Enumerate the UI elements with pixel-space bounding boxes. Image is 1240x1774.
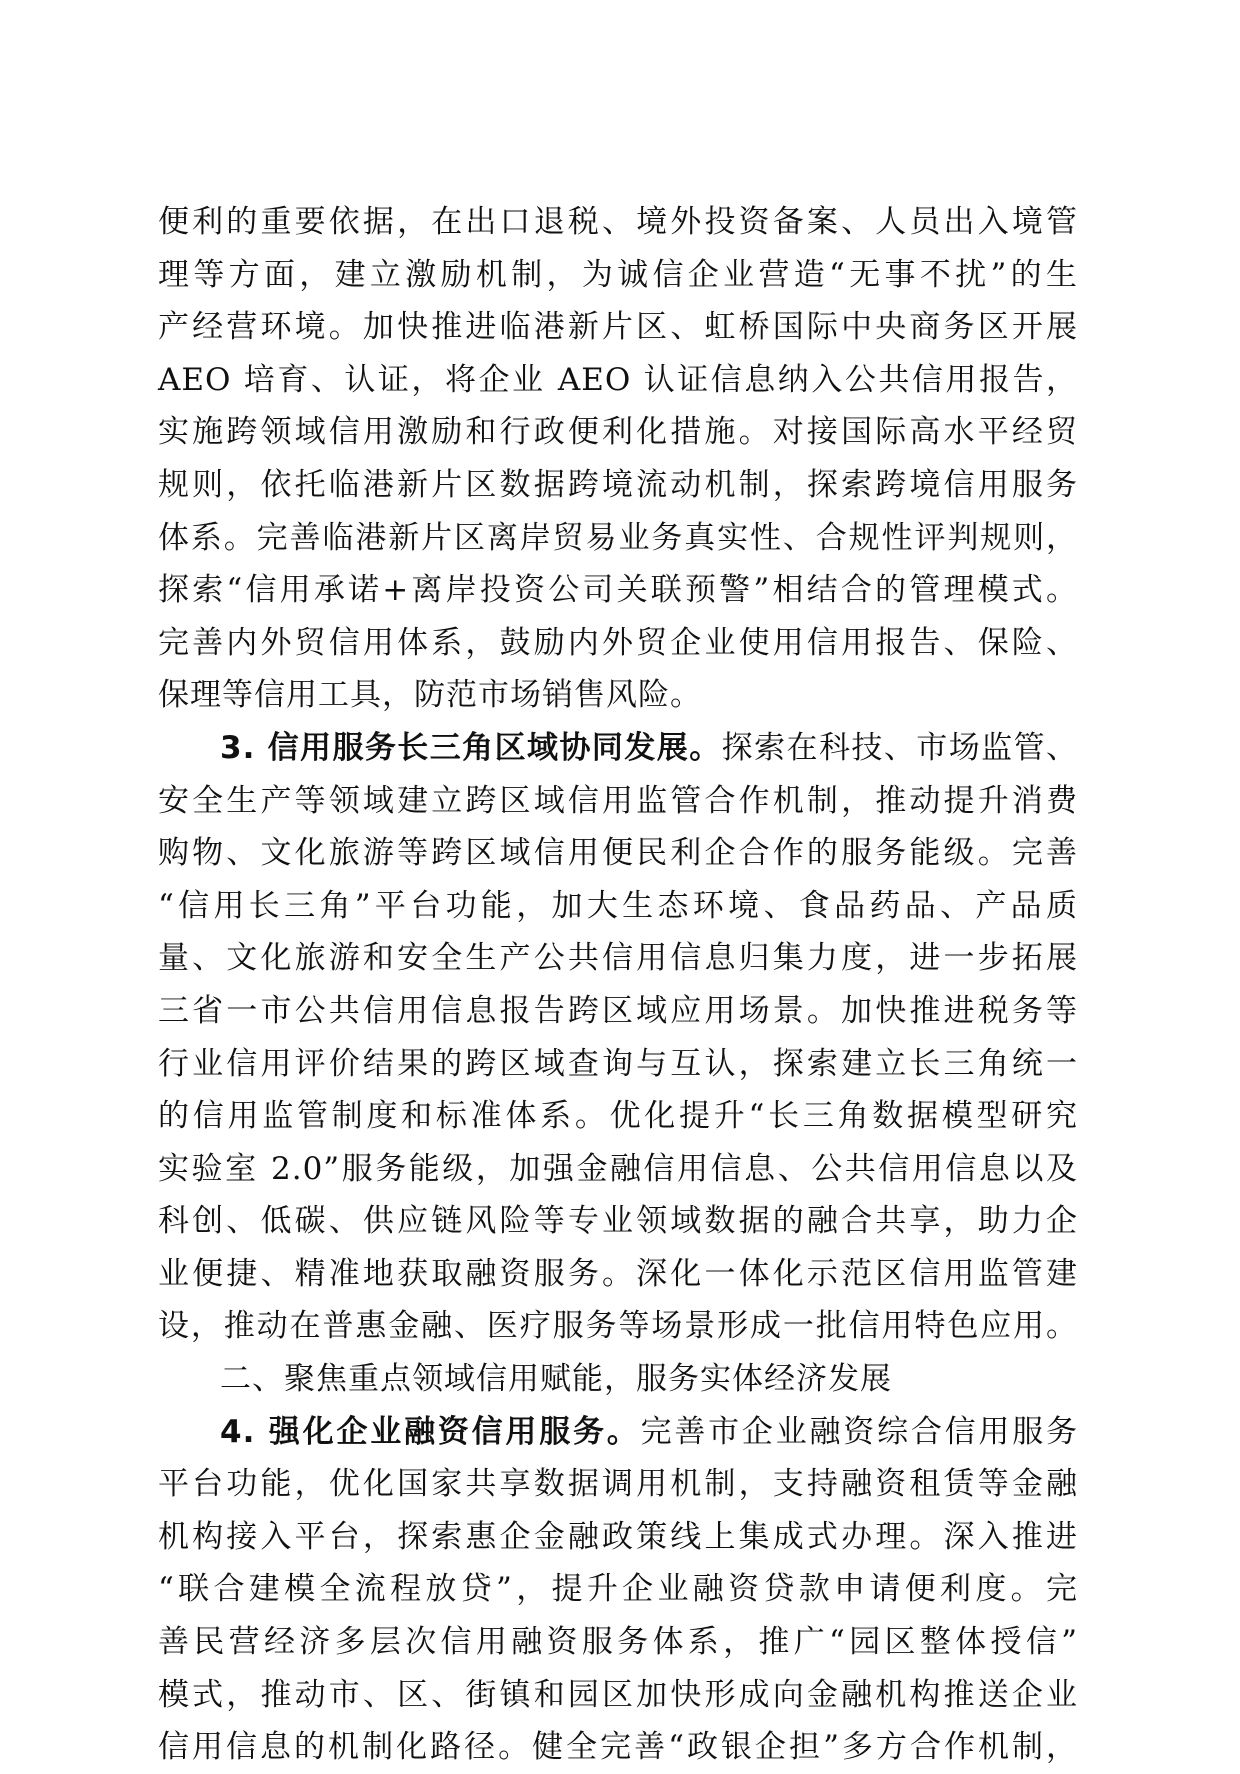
text-line: 产经营环境。加快推进临港新片区、虹桥国际中央商务区开展 <box>158 309 1078 346</box>
item-3-title: 3. 信用服务长三角区域协同发展。 <box>220 729 722 766</box>
body-text <box>158 196 1078 1774</box>
text-line: 设，推动在普惠金融、医疗服务等场景形成一批信用特色应用。 <box>158 1308 1078 1345</box>
text-line: 完善内外贸信用体系，鼓励内外贸企业使用信用报告、保险、 <box>158 624 1078 661</box>
text-line: 平台功能，优化国家共享数据调用机制，支持融资租赁等金融 <box>158 1466 1078 1503</box>
text-line: 机构接入平台，探索惠企金融政策线上集成式办理。深入推进 <box>158 1518 1078 1555</box>
item-3-first-line <box>158 722 1078 775</box>
text-line: 量、文化旅游和安全生产公共信用信息归集力度，进一步拓展 <box>158 940 1078 977</box>
item-4-text: 完善市企业融资综合信用服务 <box>640 1413 1079 1450</box>
text-line: 体系。完善临港新片区离岸贸易业务真实性、合规性评判规则， <box>158 519 1078 556</box>
text-line: 保理等信用工具，防范市场销售风险。 <box>158 677 702 714</box>
text-line: 实验室 2.0”服务能级，加强金融信用信息、公共信用信息以及 <box>158 1150 1078 1187</box>
item-4-title: 4. 强化企业融资信用服务。 <box>220 1413 641 1450</box>
text-line: 便利的重要依据，在出口退税、境外投资备案、人员出入境管 <box>158 204 1078 240</box>
section-heading: 二、聚焦重点领域信用赋能，服务实体经济发展 <box>220 1361 892 1398</box>
text-line: 信用信息的机制化路径。健全完善“政银企担”多方合作机制， <box>158 1729 1078 1766</box>
text-line: 理等方面，建立激励机制，为诚信企业营造“无事不扰”的生 <box>158 256 1078 293</box>
text-line: 实施跨领域信用激励和行政便利化措施。对接国际高水平经贸 <box>158 414 1078 451</box>
text-line: 探索“信用承诺+离岸投资公司关联预警”相结合的管理模式。 <box>158 572 1078 609</box>
text-line: 规则，依托临港新片区数据跨境流动机制，探索跨境信用服务 <box>158 466 1078 503</box>
text-line: 模式，推动市、区、街镇和园区加快形成向金融机构推送企业 <box>158 1676 1078 1713</box>
text-line: 科创、低碳、供应链风险等专业领域数据的融合共享，助力企 <box>158 1203 1078 1240</box>
text-line: “联合建模全流程放贷”，提升企业融资贷款申请便利度。完 <box>158 1571 1078 1608</box>
text-line: 三省一市公共信用信息报告跨区域应用场景。加快推进税务等 <box>158 992 1078 1029</box>
text-line: 业便捷、精准地获取融资服务。深化一体化示范区信用监管建 <box>158 1255 1078 1292</box>
text-line: 行业信用评价结果的跨区域查询与互认，探索建立长三角统一 <box>158 1045 1078 1082</box>
item-4-first-line <box>158 1406 1078 1459</box>
text-line: 安全生产等领域建立跨区域信用监管合作机制，推动提升消费 <box>158 782 1078 819</box>
text-line: “信用长三角”平台功能，加大生态环境、食品药品、产品质 <box>158 887 1078 924</box>
text-line: AEO 培育、认证，将企业 AEO 认证信息纳入公共信用报告， <box>158 361 1078 398</box>
text-line: 的信用监管制度和标准体系。优化提升“长三角数据模型研究 <box>158 1098 1078 1135</box>
item-3-text: 探索在科技、市场监管、 <box>721 729 1078 766</box>
text-line: 善民营经济多层次信用融资服务体系，推广“园区整体授信” <box>158 1624 1078 1661</box>
text-line: 购物、文化旅游等跨区域信用便民利企合作的服务能级。完善 <box>158 835 1078 872</box>
